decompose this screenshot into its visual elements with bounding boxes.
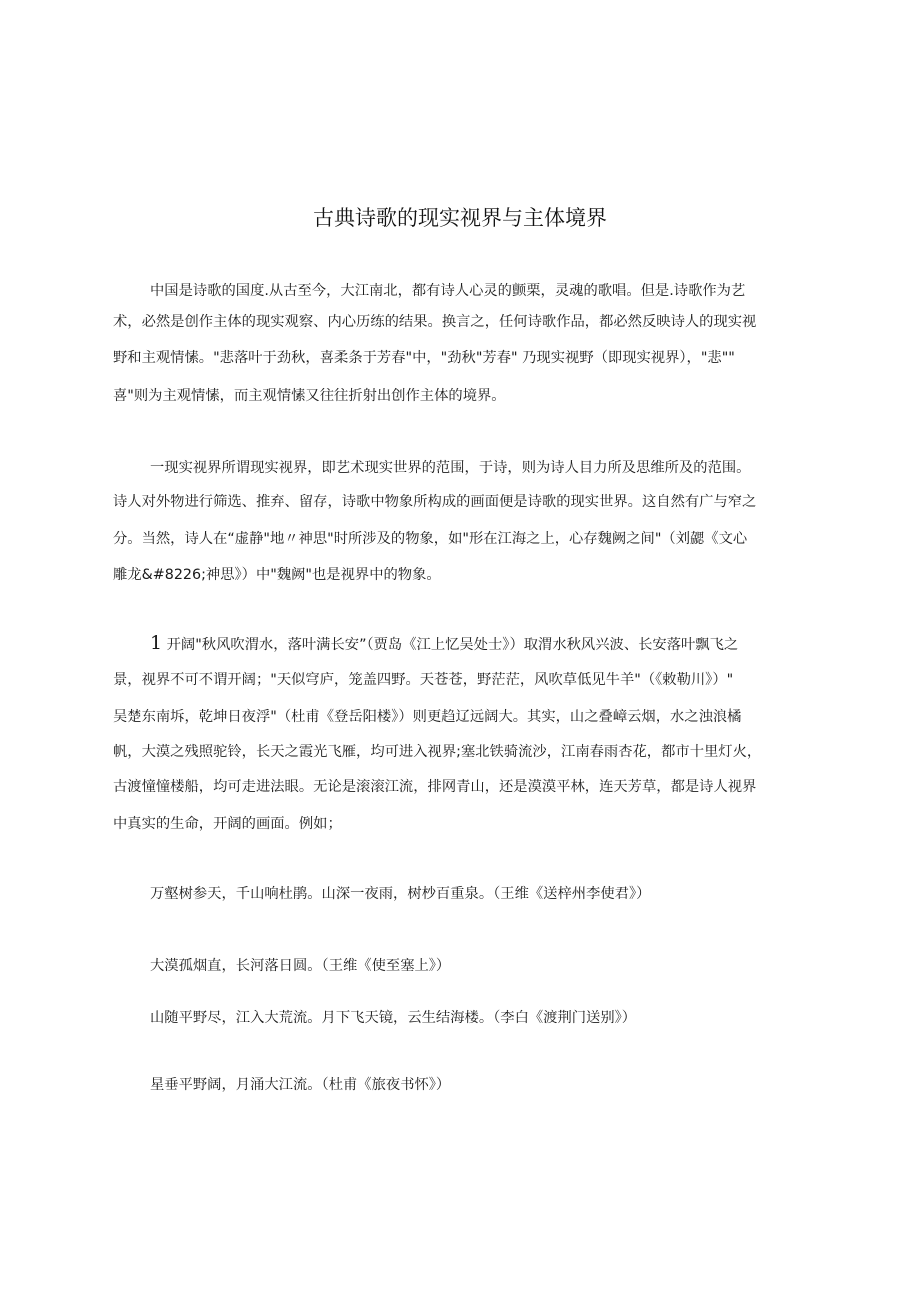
poem-quote: 万壑树参天，千山响杜鹃。山深一夜雨，树杪百重泉。（王维《送梓州李使君》） bbox=[150, 886, 651, 902]
paragraph-3-line: 帆，大漠之残照驼铃，长天之霞光飞雁，均可进入视界;塞北铁骑流沙，江南春雨杏花，都市十里灯火， bbox=[113, 744, 762, 760]
paragraph-2-line: 分。当然，诗人在“虚静"地〃神思"时所涉及的物象，如"形在江海之上，心存魏阙之间"（刘勰《文心 bbox=[113, 531, 748, 547]
poem-quote: 山随平野尽，江入大荒流。月下飞天镜，云生结海楼。（李白《渡荆门送别》） bbox=[150, 1010, 637, 1026]
paragraph-3-line-text: 开阔"秋风吹渭水，落叶满长安”（贾岛《江上忆吴处士》）取渭水秋风兴波、长安落叶飘飞之 bbox=[162, 637, 739, 653]
paragraph-3-line: 古渡憧憧楼船，均可走进法眼。无论是滚滚江流，排网青山，还是漠漠平林，连天芳草，都是诗人视界 bbox=[113, 779, 757, 795]
paragraph-3-line: 景，视界不可不谓开阔；"天似穹庐，笼盖四野。天苍苍，野茫茫，风吹草低见牛羊"（《敕勒川》）" bbox=[113, 672, 734, 688]
page-title: 古典诗歌的现实视界与主体境界 bbox=[313, 206, 607, 230]
paragraph-1-line: 术，必然是创作主体的现实观察、内心历练的结果。换言之，任何诗歌作品，都必然反映诗人的现实视 bbox=[113, 314, 757, 330]
section-number: 1 bbox=[150, 632, 163, 654]
poem-quote: 大漠孤烟直，长河落日圆。（王维《使至塞上》） bbox=[150, 958, 451, 974]
poem-quote: 星垂平野阔，月涌大江流。（杜甫《旅夜书怀》） bbox=[150, 1077, 451, 1093]
paragraph-2-line: 雕龙&#8226;神思》）中"魏阙"也是视界中的物象。 bbox=[113, 567, 441, 583]
paragraph-3-line: 吴楚东南坼，乾坤日夜浮"（杜甫《登岳阳楼》）则更趋辽远阔大。其实，山之叠嶂云烟，水之浊浪橘 bbox=[113, 709, 742, 725]
paragraph-1-line: 野和主观情愫。"悲落叶于劲秋，喜柔条于芳春"中，"劲秋"芳春" 乃现实视野（即现实视界），"悲"" bbox=[113, 350, 735, 366]
paragraph-2-line: 诗人对外物进行筛选、推弃、留存，诗歌中物象所构成的画面便是诗歌的现实世界。这自然有广与窄之 bbox=[113, 494, 757, 510]
paragraph-1-line: 喜"则为主观情愫，而主观情愫又往往折射出创作主体的境界。 bbox=[113, 388, 506, 404]
paragraph-3-line: 中真实的生命，开阔的画面。例如； bbox=[113, 816, 342, 832]
paragraph-1-line: 中国是诗歌的国度.从古至今，大江南北，都有诗人心灵的颤栗，灵魂的歌唱。但是.诗歌作为艺 bbox=[150, 283, 746, 299]
paragraph-3-line bbox=[150, 631, 810, 657]
paragraph-2-line: 一现实视界所谓现实视界，即艺术现实世界的范围，于诗，则为诗人目力所及思维所及的范围。 bbox=[150, 460, 751, 476]
